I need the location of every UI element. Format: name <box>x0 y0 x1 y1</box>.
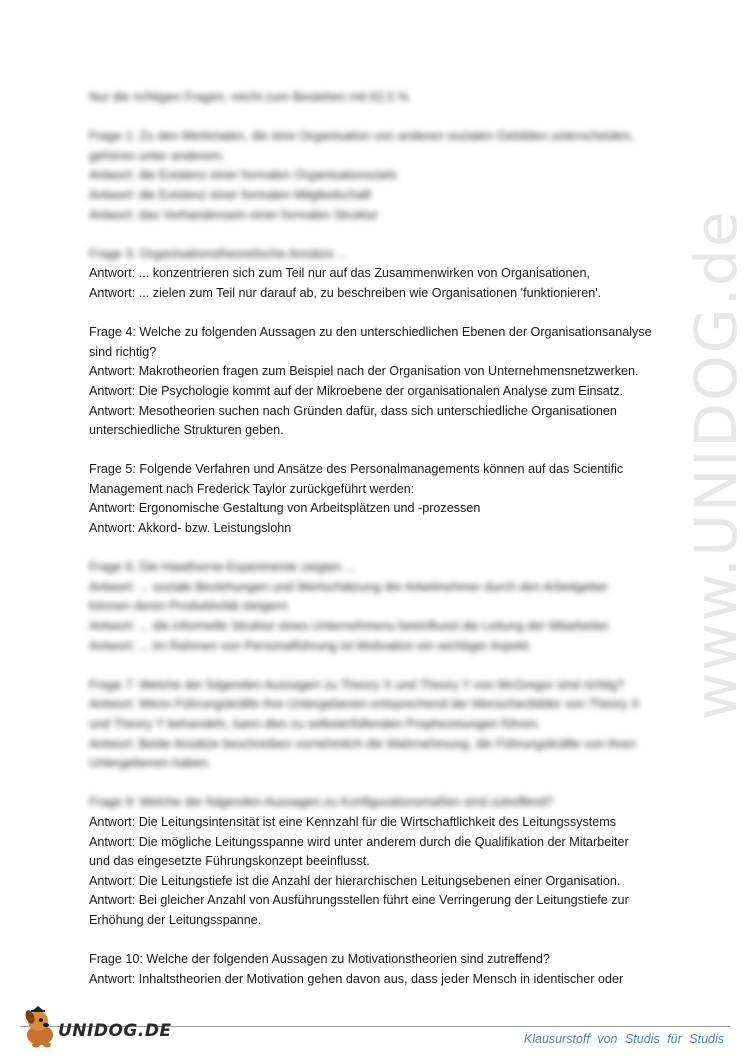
unidog-logo[interactable] <box>22 1005 172 1049</box>
question-block-7 <box>89 676 659 774</box>
question-block-1 <box>89 127 659 225</box>
answer-text: können deren Produktivität steigern. <box>89 599 291 614</box>
answer-text: Antwort: Akkord- bzw. Leistungslohn <box>89 521 292 536</box>
answer-text: und das eingesetzte Führungskonzept beeinflusst. <box>89 854 370 869</box>
answer-text: Antwort: ... soziale Beziehungen und Wertschätzung der Arbeitnehmer durch den Arbeitgeber <box>89 579 609 594</box>
answer-text: und Theory Y behandeln, kann dies zu selbsterfüllenden Prophezeiungen führen. <box>89 717 541 731</box>
answer-text: Antwort: Die Psychologie kommt auf der Mikroebene der organisationalen Analyse zum Einsatz. <box>89 383 624 398</box>
question-text: gehören unter anderem: <box>89 148 225 163</box>
footer-tagline: Klausurstoff von Studis für Studis <box>523 1032 724 1046</box>
question-text: Frage 7: Welche der folgenden Aussagen zu Theory X und Theory Y von McGregor sind richtig? <box>89 677 625 692</box>
answer-text: Antwort: Ergonomische Gestaltung von Arbeitsplätzen und -prozessen <box>89 501 481 516</box>
question-text: Management nach Frederick Taylor zurückgeführt werden: <box>89 481 415 496</box>
answer-text: Untergebenen haben. <box>89 756 211 771</box>
answer-text: Antwort: ... die informelle Struktur eines Unternehmens beeinflusst die Leitung der Mitarbeiter. <box>89 619 612 634</box>
answer-text: Antwort: Beide Ansätze beschreiben vornehmlich die Wahrnehmung, die Führungskräfte von ihren <box>89 736 636 751</box>
dog-mascot-icon <box>22 1005 62 1049</box>
answer-text: Antwort: die Existenz einer formalen Organisationsziels <box>89 168 397 183</box>
answer-text: unterschiedliche Strukturen geben. <box>89 423 284 438</box>
answer-text: Erhöhung der Leitungsspanne. <box>89 912 262 927</box>
answer-text: Antwort: Makrotheorien fragen zum Beispiel nach der Organisation von Unternehmensnetzwerken. <box>89 364 639 379</box>
answer-text: Antwort: ... im Rahmen von Personalführung ist Motivation ein wichtiger Aspekt. <box>89 638 533 653</box>
answer-text: Antwort: das Vorhandensein einer formalen Struktur <box>89 207 379 222</box>
question-text: Frage 3: Organisationstheoretische Ansätze ... <box>89 246 349 261</box>
question-block-6 <box>89 558 659 656</box>
question-block-5 <box>89 460 659 538</box>
question-block-10 <box>89 950 659 989</box>
answer-text: Antwort: ... konzentrieren sich zum Teil nur auf das Zusammenwirken von Organisationen, <box>89 266 590 281</box>
answer-text: Antwort: Die mögliche Leitungsspanne wird unter anderem durch die Qualifikation der Mitarbeiter <box>89 834 629 849</box>
question-block-4 <box>89 323 659 441</box>
header-line: Nur die richtigen Fragen, reicht zum Bestehen mit 62,5 % <box>89 90 409 104</box>
question-text: Frage 1: Zu den Merkmalen, die eine Organisation von anderen sozialen Gebilden unterscheiden, <box>89 129 634 144</box>
question-block-3 <box>89 245 659 304</box>
document-content <box>89 88 659 989</box>
logo-text: UNIDOG.DE <box>58 1021 172 1041</box>
answer-text: Antwort: die Existenz einer formalen Mitgliedschaft <box>89 187 372 202</box>
answer-text: Antwort: ... zielen zum Teil nur darauf ab, zu beschreiben wie Organisationen 'funktionieren'. <box>89 285 602 300</box>
watermark: www.UNIDOG.de <box>682 209 750 720</box>
answer-text: Antwort: Wenn Führungskräfte ihre Untergebenen entsprechend der Menschenbilder von Theory X <box>89 697 640 712</box>
answer-text: Antwort: Mesotheorien suchen nach Gründen dafür, dass sich unterschiedliche Organisationen <box>89 403 617 418</box>
question-text: Frage 4: Welche zu folgenden Aussagen zu den unterschiedlichen Ebenen der Organisationsanalyse <box>89 325 652 340</box>
answer-text: Antwort: Bei gleicher Anzahl von Ausführungsstellen führt eine Verringerung der Leitungstiefe zur <box>89 893 629 908</box>
answer-text: Antwort: Die Leitungstiefe ist die Anzahl der hierarchischen Leitungsebenen einer Organisation. <box>89 873 621 888</box>
question-text: Frage 10: Welche der folgenden Aussagen zu Motivationstheorien sind zutreffend? <box>89 952 550 967</box>
question-text: sind richtig? <box>89 344 157 359</box>
answer-text: Antwort: Inhaltstheorien der Motivation gehen davon aus, dass jeder Mensch in identischer oder <box>89 971 624 986</box>
question-text: Frage 5: Folgende Verfahren und Ansätze des Personalmanagements können auf das Scientific <box>89 462 624 477</box>
question-text: Frage 6: Die Hawthorne-Experimente zeigten ... <box>89 560 356 575</box>
question-text: Frage 9: Welche der folgenden Aussagen zu Konfigurationsmaßen sind zutreffend? <box>89 795 554 810</box>
question-block-9 <box>89 793 659 930</box>
answer-text: Antwort: Die Leitungsintensität ist eine Kennzahl für die Wirtschaftlichkeit des Leitungssystems <box>89 814 617 829</box>
